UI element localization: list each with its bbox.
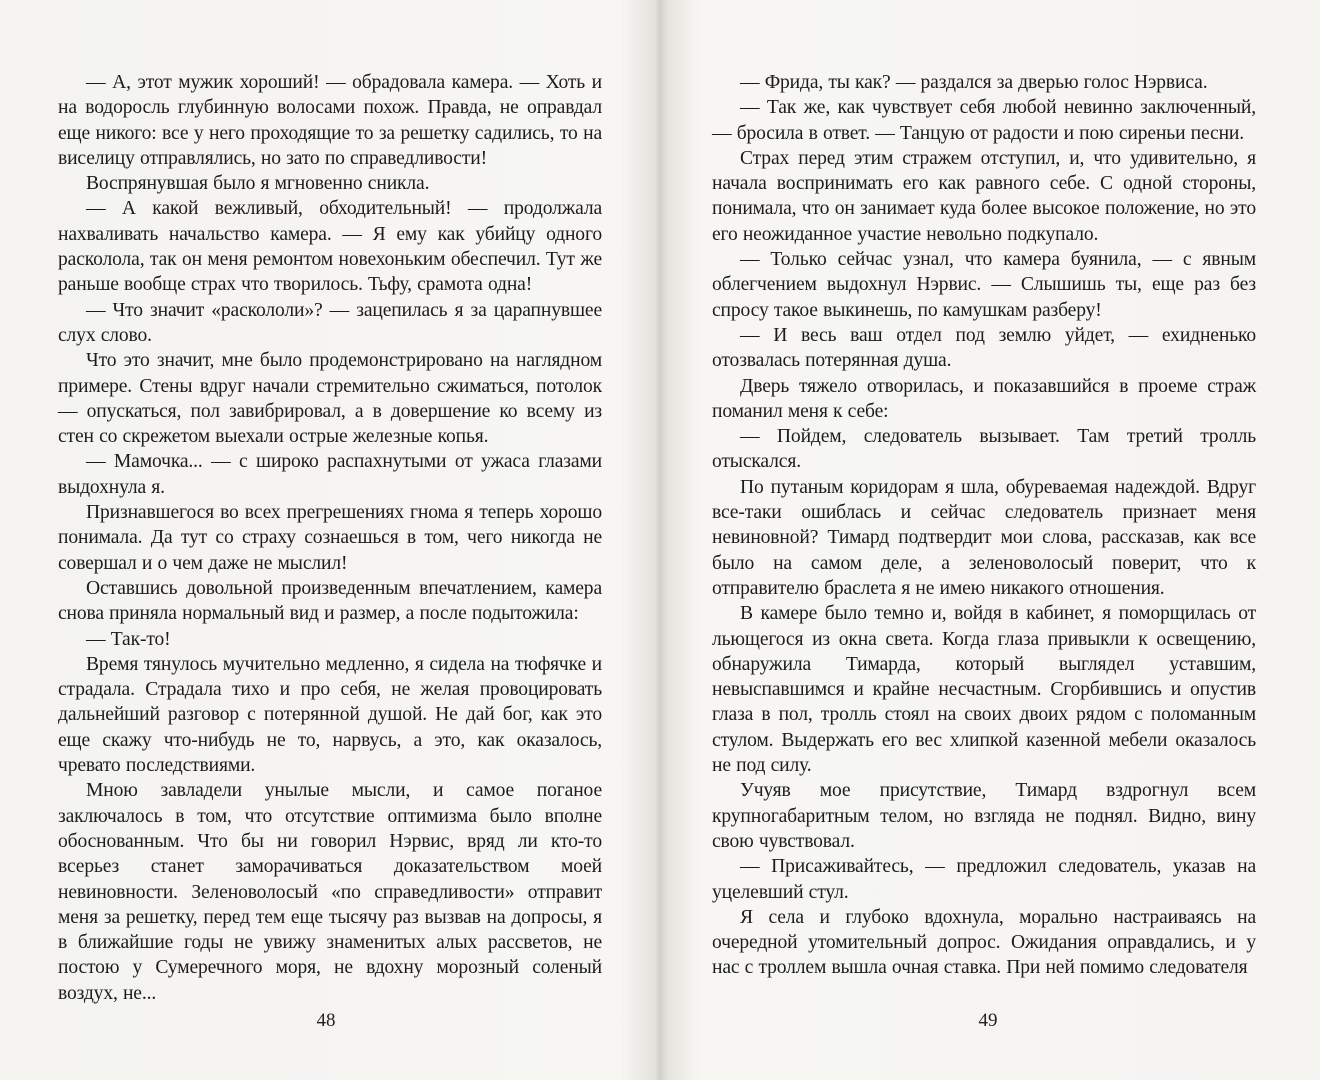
paragraph: Мною завладели унылые мысли, и самое поганое заключалось в том, что отсутствие оптимизма было вполне обоснованным. Что бы ни говорил Нэрвис, вряд ли кто-то всерьез станет заморачиваться доказательством моей невиновности. Зеленоволосый «по справедливости» отправит меня за решетку, перед тем еще тысячу раз вызвав на допросы, я в ближайшие годы не увижу знаменитых алых рассветов, не постою у Сумеречного моря, не вдохну морозный соленый воздух, не... bbox=[58, 780, 602, 1004]
paragraph: Время тянулось мучительно медленно, я сидела на тюфячке и страдала. Страдала тихо и про себя, не желая провоцировать дальнейший разговор с потерянной душой. Не дай бог, как это еще скажу что-нибудь не то, нарвусь, а это, как оказалось, чревато последствиями. bbox=[58, 653, 602, 777]
page-number-right: 49 bbox=[978, 1010, 998, 1031]
paragraph: — А какой вежливый, обходительный! — продолжала нахваливать начальство камера. — Я ему как убийцу одного расколола, так он меня ремонтом новехоньким обеспечил. Тут же раньше вообще страх что творилось. Тьфу, срамота одна! bbox=[58, 198, 602, 296]
paragraph: Дверь тяжело отворилась, и показавшийся в проеме страж поманил меня к себе: bbox=[712, 375, 1256, 422]
paragraph: Оставшись довольной произведенным впечатлением, камера снова приняла нормальный вид и размер, а после подытожила: bbox=[58, 577, 602, 625]
paragraph: — Присаживайтесь, — предложил следователь, указав на уцелевший стул. bbox=[712, 856, 1256, 903]
right-page bbox=[712, 70, 1256, 981]
paragraph: — Фрида, ты как? — раздался за дверью голос Нэрвиса. bbox=[740, 72, 1208, 93]
paragraph: Страх перед этим стражем отступил, и, что удивительно, я начала воспринимать его как равного себе. С одной стороны, понимала, что он занимает куда более высокое положение, но это его неожиданное участие невольно подкупало. bbox=[712, 147, 1256, 245]
paragraph: В камере было темно и, войдя в кабинет, я поморщилась от льющегося из окна света. Когда глаза привыкли к освещению, обнаружила Тимарда, который выглядел уставшим, невыспавшимся и крайне несчастным. Сгорбившись и опустив глаза в пол, тролль стоял на своих двоих рядом с поломанным стулом. Выдержать его вес хлипкой казенной мебели оказалось не под силу. bbox=[712, 603, 1256, 777]
paragraph: Учуяв мое присутствие, Тимард вздрогнул всем крупногабаритным телом, но взгляда не поднял. Видно, вину свою чувствовал. bbox=[712, 780, 1256, 852]
paragraph: — И весь ваш отдел под землю уйдет, — ехидненько отозвалась потерянная душа. bbox=[712, 324, 1256, 372]
paragraph: — Только сейчас узнал, что камера буянила, — с явным облегчением выдохнул Нэрвис. — Слышишь ты, еще раз без спросу такое выкинешь, по камушкам разберу! bbox=[712, 249, 1256, 321]
paragraph: — А, этот мужик хороший! — обрадовала камера. — Хоть и на водоросль глубинную волосами похож. Правда, не оправдал еще никого: все у него проходящие то за решетку садились, то на виселицу отправлялись, но зато по справедливости! bbox=[58, 72, 602, 169]
paragraph: — Так же, как чувствует себя любой невинно заключенный, — бросила в ответ. — Танцую от радости и пою сиреньи песни. bbox=[712, 97, 1256, 144]
page-number-left: 48 bbox=[316, 1010, 336, 1031]
paragraph: Признавшегося во всех прегрешениях гнома я теперь хорошо понимала. Да тут со страху сознаешься в том, чего никогда не совершал и о чем даже не мыслил! bbox=[58, 502, 602, 574]
left-page bbox=[58, 70, 602, 1006]
paragraph: Что это значит, мне было продемонстрировано на наглядном примере. Стены вдруг начали стремительно сжиматься, потолок — опускаться, пол завибрировал, а в довершение ко всему из стен со скрежетом выехали острые железные копья. bbox=[58, 350, 602, 448]
paragraph: — Мамочка... — с широко распахнутыми от ужаса глазами выдохнула я. bbox=[58, 451, 602, 498]
paragraph: Воспрянувшая было я мгновенно сникла. bbox=[86, 173, 430, 195]
paragraph: — Пойдем, следователь вызывает. Там третий тролль отыскался. bbox=[712, 426, 1256, 473]
paragraph: — Так-то! bbox=[86, 628, 171, 650]
paragraph: По путаным коридорам я шла, обуреваемая надеждой. Вдруг все-таки ошиблась и сейчас следователь признает меня невиновной? Тимард подтвердит мои слова, рассказав, как все было на самом деле, а зеленоволосый поверит, что к отправителю браслета я не имею никакого отношения. bbox=[712, 476, 1256, 599]
paragraph: — Что значит «раскололи»? — зацепилась я за царапнувшее слух слово. bbox=[58, 299, 602, 346]
paragraph: Я села и глубоко вдохнула, морально настраиваясь на очередной утомительный допрос. Ожидания оправдались, и у нас с троллем вышла очная ставка. При ней помимо следователя bbox=[712, 906, 1256, 979]
